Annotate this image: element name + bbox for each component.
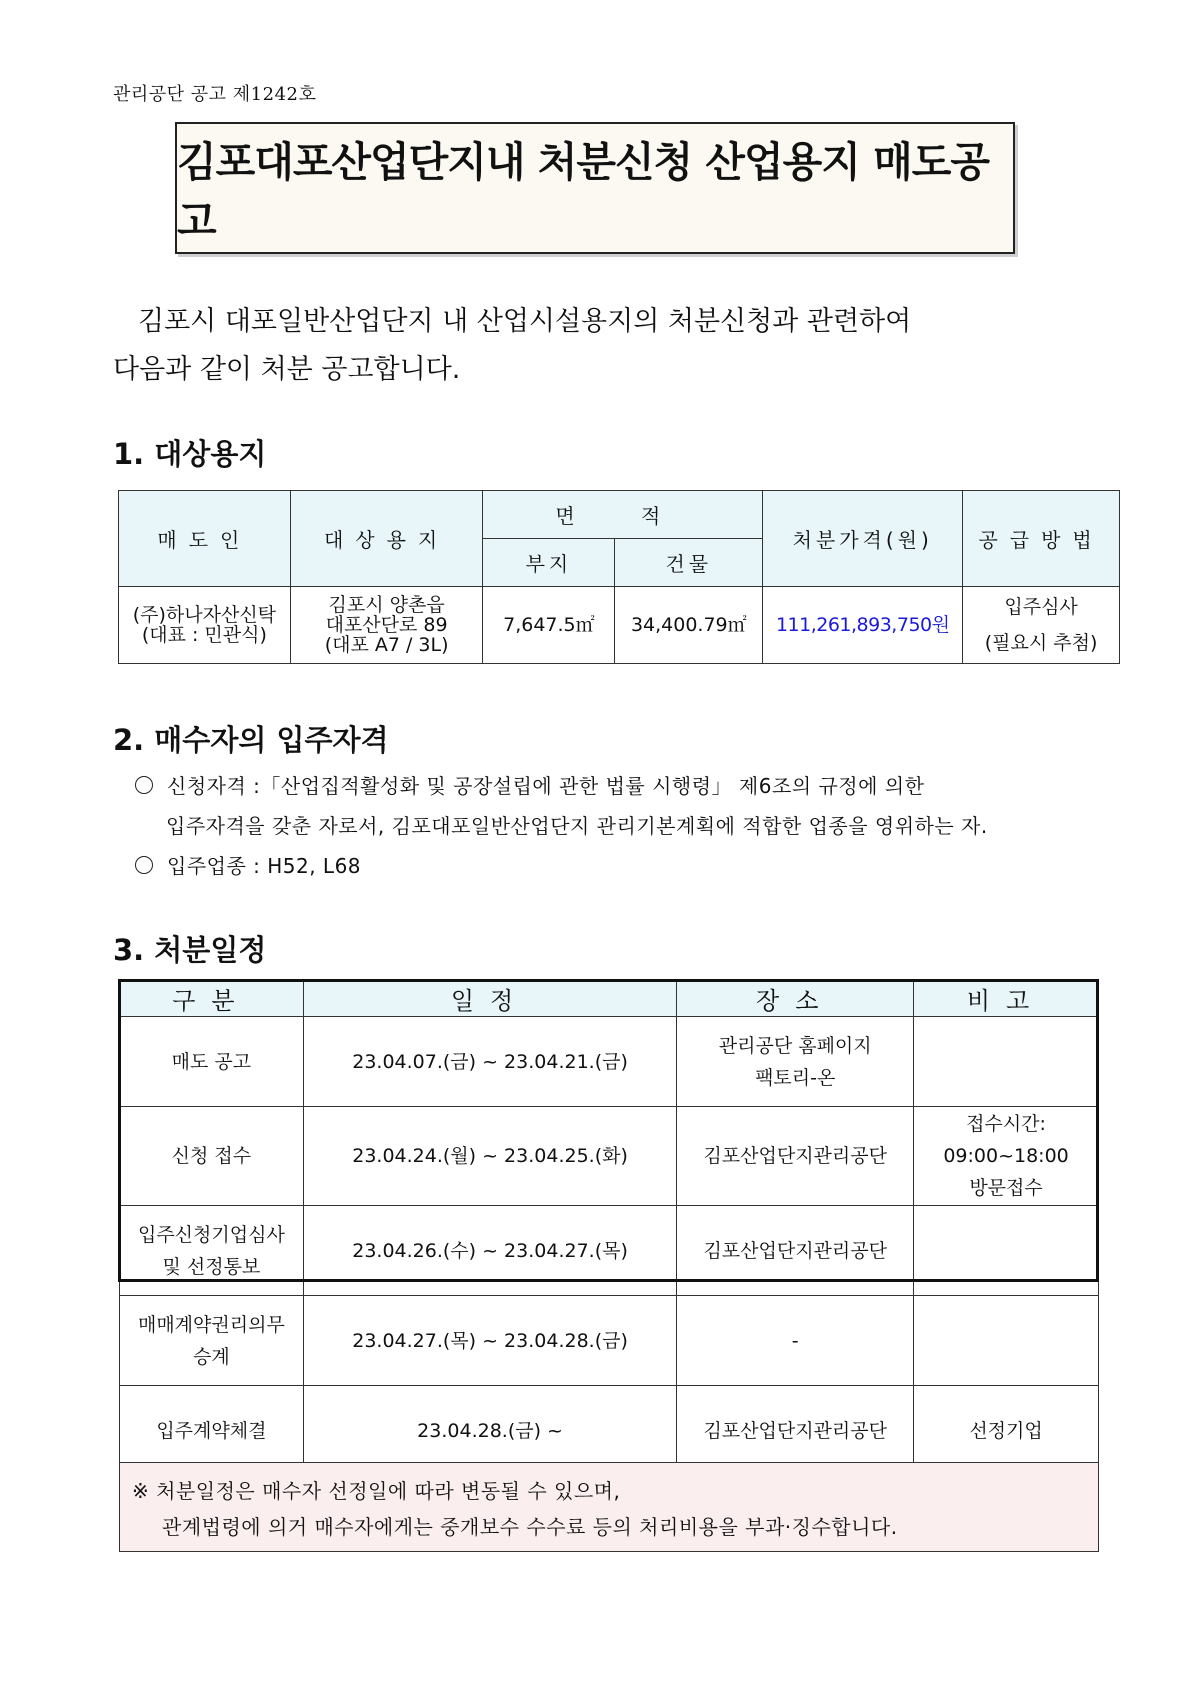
row-schedule: 23.04.24.(월) ~ 23.04.25.(화) (303, 1107, 677, 1206)
header-method: 공급방법 (963, 491, 1120, 587)
header-area: 면 적 (483, 491, 763, 539)
cell-price: 111,261,893,750원 (763, 587, 963, 664)
row-remark (914, 1206, 1099, 1296)
target-line-2: 대포산단로 89 (325, 614, 448, 636)
seller-name: (주)하나자산신탁 (132, 604, 277, 626)
intro-paragraph (113, 298, 1063, 394)
row-schedule: 23.04.07.(금) ~ 23.04.21.(금) (303, 1017, 677, 1107)
cell-building-area: 34,400.79㎡ (615, 587, 763, 664)
circle-bullet-icon (135, 856, 153, 874)
note-line-2: 관계법령에 의거 매수자에게는 중개보수 수수료 등의 처리비용을 부과·징수합니다. (162, 1515, 898, 1539)
header-place: 장소 (677, 981, 914, 1017)
header-building: 건물 (615, 539, 763, 587)
target-line-3: (대포 A7 / 3L) (324, 634, 449, 656)
row-place: - (677, 1296, 914, 1386)
row-category: 매도 공고 (120, 1017, 304, 1107)
section3-title: 3. 처분일정 (113, 933, 267, 967)
target-line-1: 김포시 양촌읍 (328, 594, 445, 616)
header-remark: 비고 (914, 981, 1099, 1017)
target-land-table (118, 490, 1120, 664)
intro-line-1: 김포시 대포일반산업단지 내 산업시설용지의 처분신청과 관련하여 (138, 306, 912, 337)
title-box (175, 122, 1015, 254)
row-remark (914, 1017, 1099, 1107)
row-remark (914, 1296, 1099, 1386)
schedule-row (120, 1206, 1099, 1296)
header-price: 처분가격(원) (763, 491, 963, 587)
note-line-1: ※ 처분일정은 매수자 선정일에 따라 변동될 수 있으며, (132, 1479, 621, 1503)
schedule-note (119, 1462, 1099, 1552)
header-target: 대상용지 (290, 491, 483, 587)
cell-target (290, 587, 483, 664)
schedule-table (119, 980, 1099, 1476)
row-schedule: 23.04.27.(목) ~ 23.04.28.(금) (303, 1296, 677, 1386)
row-place: 김포산업단지관리공단 (677, 1107, 914, 1206)
cell-method (963, 587, 1120, 664)
row-category: 신청 접수 (120, 1107, 304, 1206)
intro-line-2: 다음과 같이 처분 공고합니다. (113, 354, 461, 385)
circle-bullet-icon (135, 776, 153, 794)
qualification-text-1: 신청자격 :「산업집적활성화 및 공장설립에 관한 법률 시행령」 제6조의 규정에 의한 (167, 774, 925, 798)
schedule-row (120, 1107, 1099, 1206)
method-line-2: (필요시 추첨) (984, 632, 1098, 654)
schedule-row (120, 1296, 1099, 1386)
row-place: 김포산업단지관리공단 (677, 1206, 914, 1296)
row-place: 김포산업단지관리공단 (677, 1386, 914, 1476)
notice-number: 관리공단 공고 제1242호 (113, 84, 317, 105)
row-remark: 접수시간: 09:00~18:00 방문접수 (914, 1107, 1099, 1206)
qualification-item-2 (135, 850, 361, 879)
seller-rep: (대표 : 민관식) (141, 624, 267, 646)
header-seller: 매도인 (119, 491, 291, 587)
qualification-item-1-cont: 입주자격을 갖춘 자로서, 김포대포일반산업단지 관리기본계획에 적합한 업종을 영위하는 자. (166, 814, 988, 838)
industry-codes: 입주업종 : H52, L68 (167, 854, 362, 878)
section2-title: 2. 매수자의 입주자격 (113, 723, 389, 757)
row-schedule: 23.04.28.(금) ~ (303, 1386, 677, 1476)
section1-title: 1. 대상용지 (113, 437, 267, 471)
row-remark: 선정기업 (914, 1386, 1099, 1476)
row-place: 관리공단 홈페이지 팩토리-온 (677, 1017, 914, 1107)
header-schedule: 일정 (303, 981, 677, 1017)
row-schedule: 23.04.26.(수) ~ 23.04.27.(목) (303, 1206, 677, 1296)
row-category: 입주계약체결 (120, 1386, 304, 1476)
row-category: 입주신청기업심사 및 선정통보 (120, 1206, 304, 1296)
schedule-row (120, 1017, 1099, 1107)
header-land: 부지 (483, 539, 615, 587)
header-category: 구분 (120, 981, 304, 1017)
cell-seller (119, 587, 291, 664)
row-category: 매매계약권리의무 승계 (120, 1296, 304, 1386)
qualification-item-1 (135, 770, 924, 799)
cell-land-area: 7,647.5㎡ (483, 587, 615, 664)
page-title: 김포대포산업단지내 처분신청 산업용지 매도공고 (177, 138, 989, 245)
method-line-1: 입주심사 (1004, 596, 1078, 618)
